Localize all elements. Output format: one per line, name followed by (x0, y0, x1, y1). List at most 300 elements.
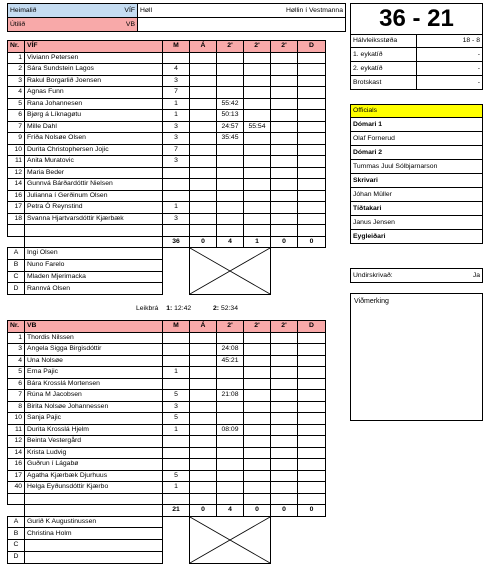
player-suspension-3 (271, 344, 298, 356)
player-suspension-1 (217, 87, 244, 99)
staff-code: D (8, 551, 25, 563)
player-goals: 3 (163, 75, 190, 87)
player-row (8, 167, 326, 179)
away-team-table (7, 320, 326, 564)
player-number: 4 (8, 87, 25, 99)
player-suspension-3 (271, 493, 298, 505)
score-panel (350, 3, 483, 90)
player-row (8, 436, 326, 448)
staff-name: Mladen Mjerimacka (25, 271, 163, 283)
timeout-2-label: 2: (213, 305, 220, 312)
player-suspension-2 (244, 202, 271, 214)
player-disqualification (298, 355, 326, 367)
player-warning (190, 190, 217, 202)
player-row (8, 355, 326, 367)
player-disqualification (298, 344, 326, 356)
player-name: Sanja Pajic (25, 413, 163, 425)
player-suspension-3 (271, 378, 298, 390)
player-suspension-2 (244, 110, 271, 122)
player-row (8, 424, 326, 436)
player-number: 5 (8, 367, 25, 379)
player-number: 6 (8, 110, 25, 122)
player-number: 14 (8, 447, 25, 459)
player-suspension-2 (244, 133, 271, 145)
player-name: Durita Christophersen Jojic (25, 144, 163, 156)
col-suspension-2: 2' (244, 41, 271, 53)
staff-cells (163, 528, 190, 540)
player-row (8, 64, 326, 76)
player-suspension-1 (217, 459, 244, 471)
player-suspension-3 (271, 156, 298, 168)
player-row (8, 156, 326, 168)
staff-row (8, 271, 326, 283)
player-suspension-1 (217, 493, 244, 505)
total-s2: 0 (244, 505, 271, 517)
player-warning (190, 355, 217, 367)
col-team: VÍF (25, 41, 163, 53)
official-role: Eygleiðari (351, 230, 483, 244)
player-suspension-1 (217, 436, 244, 448)
total-s2: 1 (244, 236, 271, 248)
player-warning (190, 447, 217, 459)
player-suspension-2 (244, 436, 271, 448)
staff-crossed-box (190, 248, 271, 295)
player-goals: 3 (163, 156, 190, 168)
player-name: Agnas Funn (25, 87, 163, 99)
player-row (8, 190, 326, 202)
staff-name: Rannvá Olsen (25, 283, 163, 295)
venue-cell (138, 4, 346, 18)
official-role: Dómari 1 (351, 118, 483, 132)
player-disqualification (298, 167, 326, 179)
extra-time-2-value: - (417, 62, 483, 76)
staff-name: Ingi Olsen (25, 248, 163, 260)
player-goals (163, 355, 190, 367)
official-role-row (351, 118, 483, 132)
player-goals (163, 167, 190, 179)
player-suspension-1 (217, 225, 244, 237)
player-name: Helga Eyðunsdóttir Kjærbo (25, 482, 163, 494)
player-name: Maria Beder (25, 167, 163, 179)
player-suspension-3 (271, 64, 298, 76)
official-role: Tíðtakari (351, 202, 483, 216)
player-suspension-1: 55:42 (217, 98, 244, 110)
player-disqualification (298, 121, 326, 133)
player-goals: 1 (163, 424, 190, 436)
player-disqualification (298, 424, 326, 436)
player-warning (190, 64, 217, 76)
player-warning (190, 87, 217, 99)
player-suspension-2 (244, 190, 271, 202)
player-suspension-3 (271, 332, 298, 344)
extra-time-1-value: - (417, 48, 483, 62)
player-suspension-3 (271, 482, 298, 494)
player-warning (190, 121, 217, 133)
player-goals (163, 493, 190, 505)
player-disqualification (298, 190, 326, 202)
official-name-row (351, 216, 483, 230)
player-suspension-2 (244, 156, 271, 168)
player-disqualification (298, 378, 326, 390)
staff-crossed-box (190, 516, 271, 563)
player-suspension-3 (271, 355, 298, 367)
staff-row (8, 248, 326, 260)
player-name: Krista Ludvig (25, 447, 163, 459)
player-suspension-1: 50:13 (217, 110, 244, 122)
player-suspension-1 (217, 367, 244, 379)
player-number: 14 (8, 179, 25, 191)
player-disqualification (298, 52, 326, 64)
player-warning (190, 390, 217, 402)
player-warning (190, 424, 217, 436)
player-number: 3 (8, 75, 25, 87)
player-goals (163, 459, 190, 471)
player-row (8, 87, 326, 99)
player-suspension-3 (271, 98, 298, 110)
col-nr: Nr. (8, 321, 25, 333)
player-goals (163, 190, 190, 202)
staff-name: Christina Holm (25, 528, 163, 540)
player-number: 6 (8, 378, 25, 390)
player-row (8, 447, 326, 459)
col-disqualification: D (298, 41, 326, 53)
player-number: 8 (8, 401, 25, 413)
player-suspension-2 (244, 167, 271, 179)
player-suspension-1: 35:45 (217, 133, 244, 145)
cross-mark (190, 517, 270, 563)
col-suspension-3: 2' (271, 41, 298, 53)
player-number: 17 (8, 470, 25, 482)
signature-panel (350, 268, 483, 283)
signature-value: Ja (417, 269, 483, 283)
player-disqualification (298, 179, 326, 191)
player-name: Gunnvá Bárðardóttir Nielsen (25, 179, 163, 191)
player-suspension-1: 21:08 (217, 390, 244, 402)
staff-row (8, 516, 326, 528)
player-suspension-1 (217, 156, 244, 168)
staff-code: C (8, 271, 25, 283)
player-disqualification (298, 98, 326, 110)
player-goals: 4 (163, 64, 190, 76)
player-row (8, 482, 326, 494)
player-suspension-3 (271, 167, 298, 179)
player-name: Rakul Borgarlið Joensen (25, 75, 163, 87)
staff-code: D (8, 283, 25, 295)
player-warning (190, 202, 217, 214)
player-goals: 1 (163, 367, 190, 379)
totals-row (8, 505, 326, 517)
player-name: Beinta Vestergård (25, 436, 163, 448)
player-number: 16 (8, 459, 25, 471)
total-a: 0 (190, 236, 217, 248)
player-name: Julianna í Gerðinum Olsen (25, 190, 163, 202)
player-row (8, 144, 326, 156)
staff-cells (163, 540, 190, 552)
player-name: Sára Sundstein Lagos (25, 64, 163, 76)
player-disqualification (298, 482, 326, 494)
player-disqualification (298, 459, 326, 471)
player-suspension-2 (244, 225, 271, 237)
match-header (7, 3, 346, 32)
player-disqualification (298, 144, 326, 156)
official-name: Jóhan Müller (351, 188, 483, 202)
cross-mark (190, 248, 270, 294)
player-warning (190, 332, 217, 344)
player-suspension-3 (271, 225, 298, 237)
player-disqualification (298, 156, 326, 168)
player-disqualification (298, 64, 326, 76)
col-suspension-1: 2' (217, 321, 244, 333)
player-name: Guðrun í Lágabø (25, 459, 163, 471)
player-warning (190, 110, 217, 122)
player-name: Bára Krosslá Mortensen (25, 378, 163, 390)
player-row (8, 121, 326, 133)
player-row (8, 213, 326, 225)
player-name: Rúna M Jacobsen (25, 390, 163, 402)
total-s1: 4 (217, 236, 244, 248)
player-suspension-3 (271, 179, 298, 191)
player-number: 11 (8, 156, 25, 168)
col-suspension-2: 2' (244, 321, 271, 333)
player-goals (163, 378, 190, 390)
final-score: 36 - 21 (351, 4, 483, 35)
player-suspension-2 (244, 401, 271, 413)
player-suspension-1 (217, 179, 244, 191)
player-suspension-3 (271, 390, 298, 402)
player-goals: 3 (163, 133, 190, 145)
player-goals: 1 (163, 98, 190, 110)
home-team-cell (8, 4, 138, 18)
player-row (8, 493, 326, 505)
player-goals: 3 (163, 213, 190, 225)
extra-time-1-label: 1. eykatíð (351, 48, 417, 62)
player-suspension-2 (244, 390, 271, 402)
away-label: Útilið (10, 20, 26, 28)
player-suspension-1 (217, 75, 244, 87)
col-disqualification: D (298, 321, 326, 333)
player-suspension-1 (217, 52, 244, 64)
total-s3: 0 (271, 236, 298, 248)
player-row (8, 52, 326, 64)
player-row (8, 470, 326, 482)
player-disqualification (298, 202, 326, 214)
player-warning (190, 378, 217, 390)
totals-row (8, 236, 326, 248)
player-disqualification (298, 133, 326, 145)
player-suspension-2 (244, 470, 271, 482)
player-suspension-1: 24:57 (217, 121, 244, 133)
staff-name: Gurið K Augustinussen (25, 516, 163, 528)
player-number: 18 (8, 213, 25, 225)
player-goals (163, 52, 190, 64)
col-goals: M (163, 41, 190, 53)
player-warning (190, 133, 217, 145)
player-suspension-1 (217, 167, 244, 179)
shootout-label: Brotskast (351, 76, 417, 90)
home-header-row (8, 41, 326, 53)
timeouts (136, 305, 238, 312)
home-label: Heimalið (10, 6, 37, 14)
player-name: Angela Sigga Birgisdóttir (25, 344, 163, 356)
official-role: Dómari 2 (351, 146, 483, 160)
player-name: Fríða Nolsøe Olsen (25, 133, 163, 145)
staff-cells (163, 271, 190, 283)
player-goals: 5 (163, 470, 190, 482)
player-number: 1 (8, 332, 25, 344)
player-disqualification (298, 213, 326, 225)
staff-name: Nuno Farelo (25, 259, 163, 271)
player-disqualification (298, 110, 326, 122)
player-suspension-1 (217, 482, 244, 494)
col-suspension-3: 2' (271, 321, 298, 333)
player-name: Una Nolsøe (25, 355, 163, 367)
player-name: Viviann Petersen (25, 52, 163, 64)
player-suspension-1 (217, 213, 244, 225)
player-row (8, 75, 326, 87)
player-number: 3 (8, 344, 25, 356)
player-suspension-3 (271, 447, 298, 459)
player-disqualification (298, 225, 326, 237)
player-disqualification (298, 390, 326, 402)
player-warning (190, 413, 217, 425)
player-name: Svanna Hjartvarsdóttir Kjærbæk (25, 213, 163, 225)
player-disqualification (298, 413, 326, 425)
player-suspension-1 (217, 202, 244, 214)
player-number (8, 225, 25, 237)
player-goals (163, 179, 190, 191)
player-number: 4 (8, 355, 25, 367)
player-row (8, 401, 326, 413)
player-name: Thordis Nilssen (25, 332, 163, 344)
player-row (8, 367, 326, 379)
player-number: 12 (8, 167, 25, 179)
staff-row (8, 528, 326, 540)
player-number: 17 (8, 202, 25, 214)
player-warning (190, 493, 217, 505)
remarks-label: Viðmerking (354, 298, 389, 305)
away-header-row (8, 321, 326, 333)
official-role-row (351, 146, 483, 160)
player-number: 12 (8, 436, 25, 448)
total-s1: 4 (217, 505, 244, 517)
player-goals: 1 (163, 202, 190, 214)
player-suspension-2 (244, 64, 271, 76)
player-suspension-3 (271, 52, 298, 64)
player-name: Anita Muratovic (25, 156, 163, 168)
total-d: 0 (298, 236, 326, 248)
player-suspension-3 (271, 87, 298, 99)
player-suspension-3 (271, 133, 298, 145)
player-number: 2 (8, 64, 25, 76)
player-number: 16 (8, 190, 25, 202)
player-suspension-3 (271, 121, 298, 133)
official-name-row (351, 188, 483, 202)
player-suspension-1 (217, 401, 244, 413)
total-d: 0 (298, 505, 326, 517)
player-disqualification (298, 493, 326, 505)
player-suspension-2 (244, 424, 271, 436)
player-goals: 3 (163, 121, 190, 133)
home-team: VÍF (124, 6, 135, 14)
player-warning (190, 179, 217, 191)
col-nr: Nr. (8, 41, 25, 53)
player-suspension-2 (244, 332, 271, 344)
player-suspension-3 (271, 401, 298, 413)
staff-cells (163, 516, 190, 528)
player-suspension-1 (217, 378, 244, 390)
player-suspension-2 (244, 493, 271, 505)
player-name: Erna Pajic (25, 367, 163, 379)
player-goals (163, 447, 190, 459)
player-row (8, 459, 326, 471)
player-row (8, 179, 326, 191)
staff-row (8, 551, 326, 563)
player-name: Mille Dahl (25, 121, 163, 133)
total-m: 36 (163, 236, 190, 248)
player-row (8, 390, 326, 402)
total-s3: 0 (271, 505, 298, 517)
player-warning (190, 401, 217, 413)
signature-label: Undirskrivað: (351, 269, 417, 283)
remarks-box (350, 293, 483, 421)
player-suspension-2 (244, 459, 271, 471)
totals-spacer (8, 236, 25, 248)
player-goals (163, 225, 190, 237)
official-name-row (351, 160, 483, 174)
player-number (8, 493, 25, 505)
staff-cells (163, 248, 190, 260)
player-suspension-2 (244, 87, 271, 99)
player-name: Bjørg á Líknagøtu (25, 110, 163, 122)
player-warning (190, 167, 217, 179)
staff-code: B (8, 528, 25, 540)
timeout-1-label: 1: (166, 305, 173, 312)
player-number: 11 (8, 424, 25, 436)
col-suspension-1: 2' (217, 41, 244, 53)
totals-spacer (25, 236, 163, 248)
player-suspension-3 (271, 213, 298, 225)
player-suspension-2 (244, 98, 271, 110)
timeouts-label: Leikbrá (136, 305, 159, 312)
player-warning (190, 225, 217, 237)
player-row (8, 202, 326, 214)
player-suspension-3 (271, 436, 298, 448)
venue-label: Høll (140, 6, 153, 14)
staff-name (25, 551, 163, 563)
col-goals: M (163, 321, 190, 333)
player-number: 10 (8, 413, 25, 425)
player-suspension-1 (217, 190, 244, 202)
player-suspension-2 (244, 447, 271, 459)
player-number: 7 (8, 121, 25, 133)
player-row (8, 98, 326, 110)
player-suspension-2 (244, 179, 271, 191)
player-number: 1 (8, 52, 25, 64)
staff-name (25, 540, 163, 552)
official-name: Janus Jensen (351, 216, 483, 230)
player-suspension-3 (271, 367, 298, 379)
player-suspension-1 (217, 144, 244, 156)
player-suspension-3 (271, 202, 298, 214)
player-warning (190, 482, 217, 494)
player-row (8, 225, 326, 237)
player-name: Rana Johannesen (25, 98, 163, 110)
player-disqualification (298, 470, 326, 482)
player-disqualification (298, 401, 326, 413)
player-suspension-2 (244, 52, 271, 64)
officials-panel (350, 104, 483, 244)
player-name: Birita Nolsøe Johannessen (25, 401, 163, 413)
